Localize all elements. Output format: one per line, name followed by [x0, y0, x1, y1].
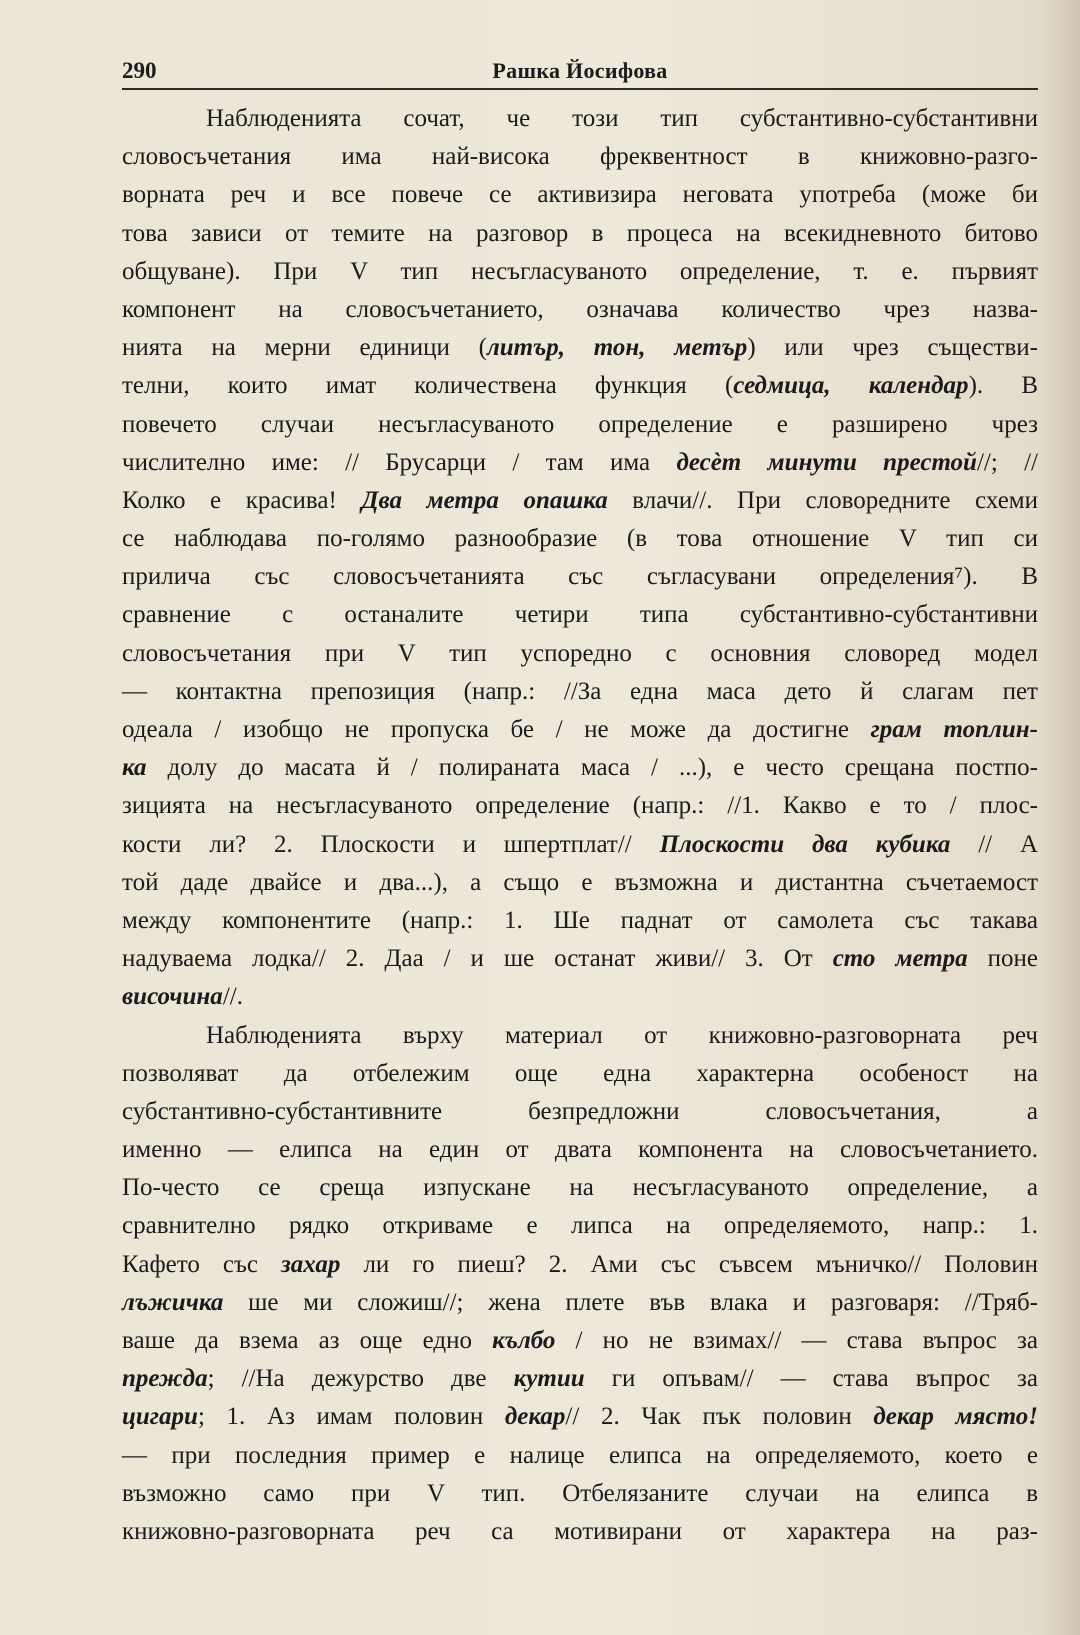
text-segment: Колко е красива! — [122, 486, 362, 514]
page-header — [122, 54, 1038, 90]
text-segment: сравнително рядко откриваме е липса на определяемото, напр.: 1. — [122, 1212, 1038, 1240]
body-text — [122, 100, 1038, 1551]
text-segment: Наблюденията сочат, че този тип субстантивно-субстантивни — [206, 105, 1038, 132]
text-line — [122, 1513, 1038, 1551]
text-segment: именно — елипса на един от двата компонента на словосъчетанието. — [122, 1136, 1038, 1164]
text-line — [122, 1284, 1038, 1322]
text-line — [122, 749, 1038, 787]
text-line — [122, 482, 1038, 520]
text-line — [122, 444, 1038, 482]
text-line — [122, 1360, 1038, 1398]
italic-example: литър, тон, метър — [486, 334, 748, 362]
text-segment: позволяват да отбележим още една характерна особеност на — [122, 1059, 1038, 1087]
italic-example: декар — [504, 1403, 566, 1431]
text-line — [122, 367, 1038, 405]
text-segment: книжовно-разговорната реч са мотивирани от характера на раз- — [122, 1517, 1038, 1545]
italic-example: прежда — [122, 1365, 208, 1393]
text-line — [122, 1169, 1038, 1207]
text-segment: — контактна препозиция (напр.: //За една маса дето й слагам пет — [122, 677, 1038, 705]
text-segment: ). В — [968, 372, 1038, 400]
text-segment: между компонентите (напр.: 1. Ше паднат от самолета със такава — [122, 906, 1038, 934]
text-segment: По-често се среща изпускане на несъгласуваното определение, а — [122, 1174, 1038, 1202]
italic-example: сто метра — [832, 945, 968, 973]
text-segment: //. — [222, 983, 243, 1011]
text-line — [122, 176, 1038, 214]
text-line — [122, 406, 1038, 444]
text-segment: числително име: // Брусарци / там има — [122, 448, 677, 476]
text-segment: субстантивно-субстантивните безпредложни словосъчетания, а — [122, 1097, 1038, 1125]
text-line — [122, 1246, 1038, 1284]
italic-example: лъжичка — [122, 1288, 224, 1316]
text-segment: кости ли? 2. Плоскости и шпертплат// — [122, 830, 660, 858]
text-line — [122, 1398, 1038, 1436]
text-line — [122, 864, 1038, 902]
text-line — [122, 1437, 1038, 1475]
text-segment: повечето случаи несъгласуваното определение е разширено чрез — [122, 410, 1038, 438]
text-line — [122, 215, 1038, 253]
text-segment: влачи//. При словоредните схеми — [607, 486, 1039, 514]
text-segment: — при последния пример е налице елипса на определяемото, което е — [122, 1441, 1038, 1469]
text-segment: ли го пиеш? 2. Ами със съвсем мъничко// Половин — [340, 1250, 1039, 1278]
text-segment: нията на мерни единици ( — [122, 334, 487, 362]
text-segment: възможно само при V тип. Отбелязаните случаи на елипса в — [122, 1479, 1038, 1507]
italic-example: височина — [122, 983, 223, 1011]
text-segment: //; // — [976, 448, 1038, 476]
italic-example: захар — [281, 1250, 341, 1278]
text-line — [122, 1055, 1038, 1093]
text-line — [122, 1322, 1038, 1360]
italic-example: десèт минути престой — [676, 448, 977, 476]
text-segment: телни, които имат количествена функция ( — [122, 372, 734, 400]
text-line — [122, 253, 1038, 291]
text-line — [122, 1131, 1038, 1169]
text-segment: поне — [967, 945, 1038, 973]
text-segment: компонент на словосъчетанието, означава количество чрез назва- — [122, 295, 1038, 323]
text-segment: ; //На дежурство две — [207, 1365, 514, 1393]
text-segment: // 2. Чак пък половин — [565, 1403, 874, 1431]
italic-example: Два метра опашка — [361, 486, 608, 514]
text-segment: ше ми сложиш//; жена плете във влака и разговаря: //Тряб- — [223, 1288, 1038, 1316]
text-segment: словосъчетания има най-висока фреквентност в книжовно-разго- — [122, 143, 1038, 171]
text-segment: сравнение с останалите четири типа субстантивно-субстантивни — [122, 601, 1038, 629]
italic-example: цигари — [122, 1403, 198, 1431]
text-segment: ваше да взема аз още едно — [122, 1327, 493, 1354]
text-line — [122, 291, 1038, 329]
text-line — [122, 711, 1038, 749]
text-segment: надуваема лодка// 2. Даа / и ше останат живи// 3. От — [122, 945, 833, 973]
italic-example: декар място! — [873, 1403, 1039, 1431]
text-segment: ворната реч и все повече се активизира неговата употреба (може би — [122, 181, 1038, 209]
text-segment: зицията на несъгласуваното определение (напр.: //1. Какво е то / плос- — [122, 792, 1038, 820]
text-line — [122, 138, 1038, 176]
text-line — [122, 826, 1038, 864]
text-line — [122, 635, 1038, 673]
text-line — [122, 1475, 1038, 1513]
text-line — [122, 787, 1038, 825]
text-segment: той даде двайсе и два...), а също е възможна и дистантна съчетаемост — [122, 868, 1038, 896]
text-segment: това зависи от темите на разговор в процеса на всекидневното битово — [122, 219, 1038, 247]
text-line — [122, 1093, 1038, 1131]
text-line — [122, 329, 1038, 367]
text-segment: одеала / изобщо не пропуска бе / не може да достигне — [122, 716, 871, 743]
text-line — [122, 100, 1038, 138]
italic-example: кълбо — [492, 1327, 556, 1354]
italic-example: кутии — [513, 1365, 585, 1393]
text-segment: ; 1. Аз имам половин — [197, 1403, 505, 1431]
italic-example: грам топлин- — [870, 716, 1038, 743]
text-segment: долу до масата й / полираната маса / ...), е често срещана постпо- — [146, 754, 1038, 782]
text-segment: Кафето със — [122, 1250, 281, 1278]
text-segment: ги опъвам// — става въпрос за — [584, 1365, 1038, 1393]
text-line — [122, 978, 1038, 1016]
text-segment: общуване). При V тип несъгласуваното определение, т. е. първият — [122, 257, 1038, 285]
text-line — [122, 1207, 1038, 1245]
italic-example: седмица, календар — [733, 372, 969, 400]
text-segment: прилича със словосъчетанията със съгласувани определения⁷). В — [122, 563, 1038, 591]
text-segment: // А — [950, 830, 1039, 858]
running-head: Рашка Йосифова — [492, 58, 668, 83]
text-segment: ) или чрез съществи- — [747, 334, 1038, 362]
text-segment: словосъчетания при V тип успоредно с основния словоред модел — [122, 639, 1038, 667]
text-line — [122, 902, 1038, 940]
italic-example: Плоскости два кубика — [659, 830, 951, 858]
text-line — [122, 940, 1038, 978]
text-line — [122, 596, 1038, 634]
text-line — [122, 1017, 1038, 1055]
text-line — [122, 520, 1038, 558]
italic-example: ка — [122, 754, 147, 782]
text-segment: Наблюденията върху материал от книжовно-разговорната реч — [206, 1021, 1038, 1049]
text-line — [122, 558, 1038, 596]
text-segment: / но не взимах// — става въпрос за — [555, 1327, 1038, 1354]
page-number: 290 — [122, 58, 157, 83]
text-segment: се наблюдава по-голямо разнообразие (в това отношение V тип си — [122, 525, 1038, 553]
text-line — [122, 673, 1038, 711]
